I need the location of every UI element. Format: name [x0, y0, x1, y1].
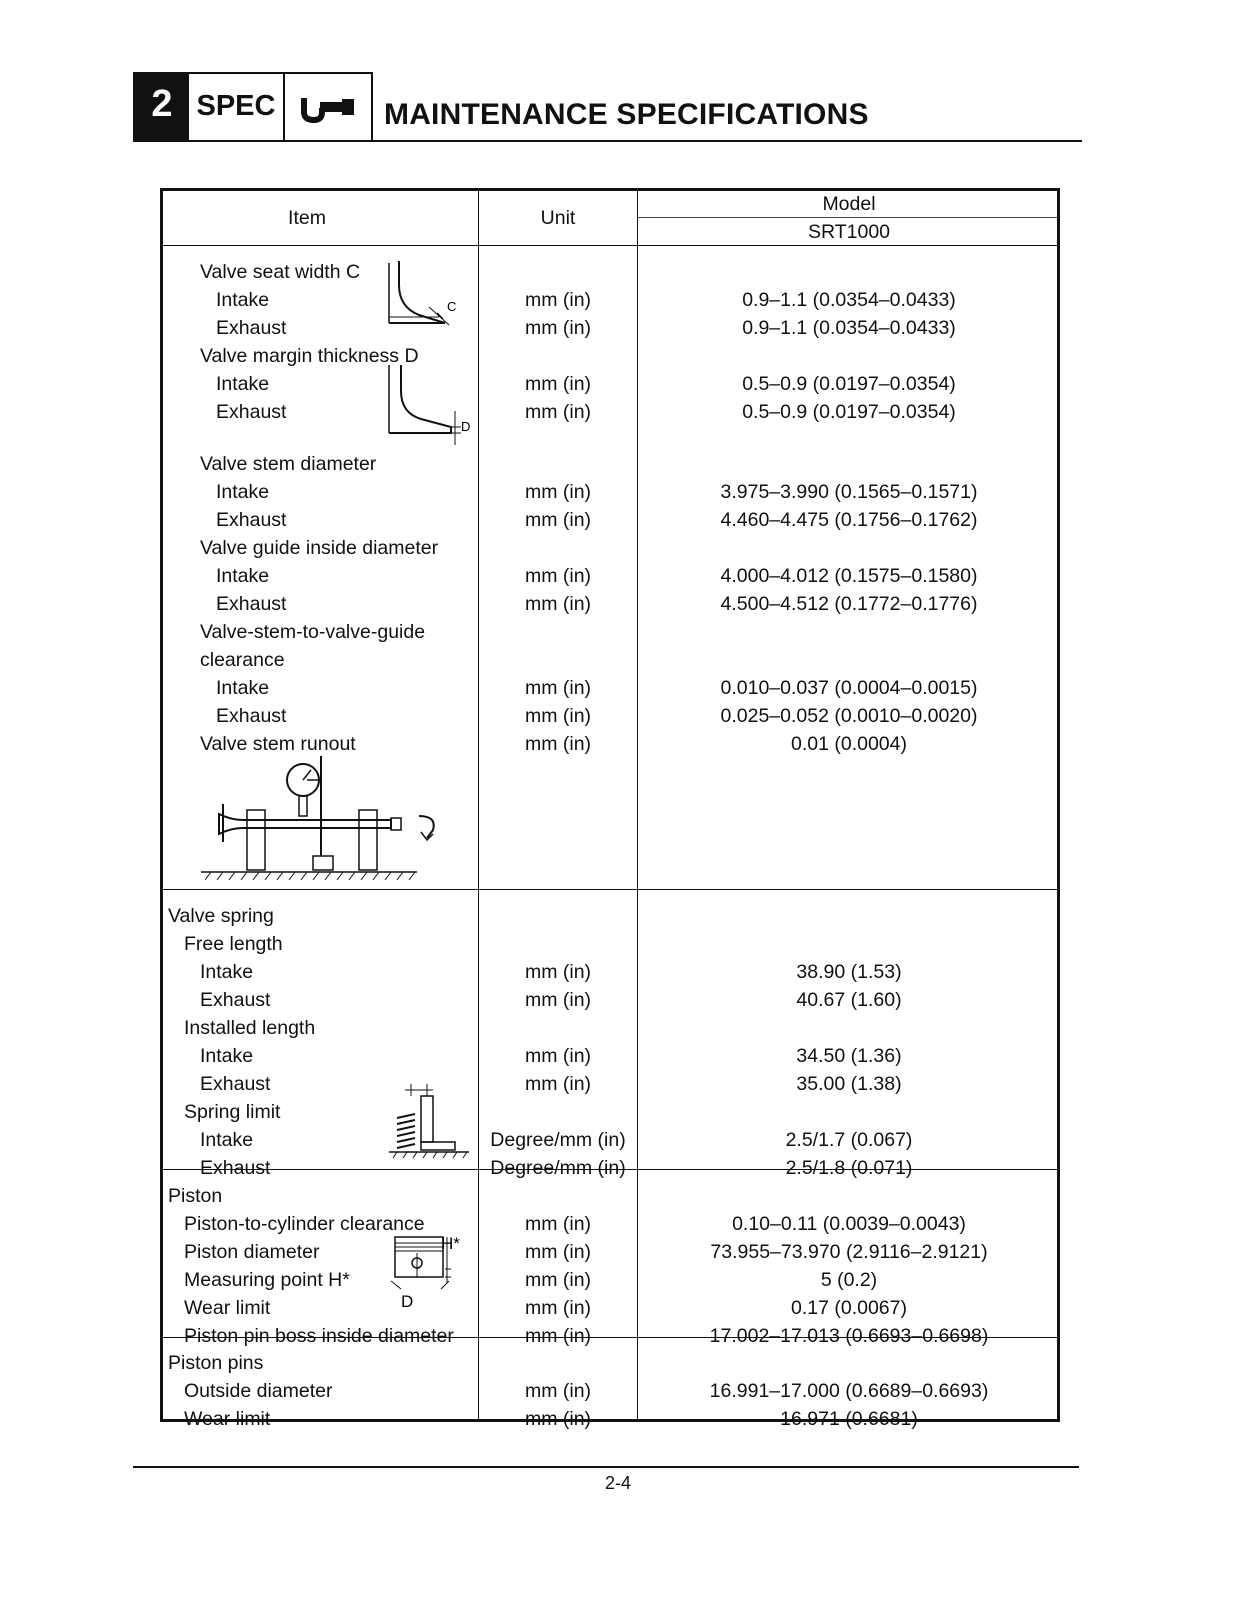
row-value: 0.01 (0.0004) — [790, 733, 908, 755]
piston-figure — [379, 1227, 471, 1311]
row-label: Valve stem diameter — [200, 453, 377, 475]
row-unit: mm (in) — [524, 373, 592, 395]
piston-diameter-label: D — [401, 1292, 414, 1311]
row-unit: mm (in) — [524, 961, 592, 983]
row-label: Intake — [216, 565, 270, 587]
valve-runout-figure — [201, 746, 451, 881]
row-label: Free length — [184, 933, 283, 955]
row-label: Valve spring — [168, 905, 274, 927]
row-unit: Degree/mm (in) — [490, 1157, 626, 1179]
row-value: 35.00 (1.38) — [796, 1073, 902, 1095]
row-value: 3.975–3.990 (0.1565–0.1571) — [720, 481, 978, 503]
row-unit: mm (in) — [524, 677, 592, 699]
row-unit: mm (in) — [524, 401, 592, 423]
row-label: Exhaust — [216, 401, 287, 423]
row-value: 0.5–0.9 (0.0197–0.0354) — [742, 401, 956, 423]
row-unit: Degree/mm (in) — [490, 1129, 626, 1151]
page-title: MAINTENANCE SPECIFICATIONS — [384, 98, 869, 131]
section-divider-spring — [163, 889, 1057, 890]
row-value: 34.50 (1.36) — [796, 1045, 902, 1067]
row-value: 73.955–73.970 (2.9116–2.9121) — [710, 1241, 988, 1263]
row-unit: mm (in) — [524, 1408, 592, 1430]
row-value: 5 (0.2) — [820, 1269, 878, 1291]
row-unit: mm (in) — [524, 1241, 592, 1263]
row-label: clearance — [200, 649, 285, 671]
model-header-divider — [637, 217, 1057, 218]
row-value: 0.9–1.1 (0.0354–0.0433) — [742, 317, 956, 339]
row-value: 0.17 (0.0067) — [790, 1297, 908, 1319]
row-unit: mm (in) — [524, 1269, 592, 1291]
row-label: Valve seat width C — [200, 261, 361, 283]
row-label: Valve margin thickness D — [200, 345, 419, 367]
row-label: Intake — [200, 1129, 254, 1151]
row-value: 0.010–0.037 (0.0004–0.0015) — [720, 677, 978, 699]
row-label: Outside diameter — [184, 1380, 333, 1402]
row-value: 17.002–17.013 (0.6693–0.6698) — [709, 1325, 989, 1347]
row-label: Wear limit — [184, 1408, 271, 1430]
row-unit: mm (in) — [524, 1325, 592, 1347]
valve-margin-figure — [385, 361, 475, 447]
row-label: Valve-stem-to-valve-guide — [200, 621, 426, 643]
row-unit: mm (in) — [524, 1045, 592, 1067]
row-label: Intake — [200, 1045, 254, 1067]
row-unit: mm (in) — [524, 565, 592, 587]
row-unit: mm (in) — [524, 593, 592, 615]
row-unit: mm (in) — [524, 317, 592, 339]
row-value: 0.025–0.052 (0.0010–0.0020) — [720, 705, 978, 727]
spring-limit-figure — [385, 1084, 471, 1164]
row-unit: mm (in) — [524, 989, 592, 1011]
column-divider-item — [478, 191, 479, 1419]
row-label: Exhaust — [200, 989, 271, 1011]
row-label: Piston — [168, 1185, 223, 1207]
title-rule — [370, 140, 1082, 142]
row-label: Intake — [216, 373, 270, 395]
column-header-unit: Unit — [540, 207, 576, 229]
row-label: Intake — [216, 481, 270, 503]
row-label: Measuring point H* — [184, 1269, 350, 1291]
row-label: Piston-to-cylinder clearance — [184, 1213, 425, 1235]
row-unit: mm (in) — [524, 1380, 592, 1402]
row-label: Exhaust — [200, 1073, 271, 1095]
section-tab-label: SPEC — [189, 74, 285, 140]
row-value: 0.5–0.9 (0.0197–0.0354) — [742, 373, 956, 395]
row-value: 4.000–4.012 (0.1575–0.1580) — [720, 565, 978, 587]
row-unit: mm (in) — [524, 509, 592, 531]
row-value: 40.67 (1.60) — [796, 989, 902, 1011]
row-value: 0.9–1.1 (0.0354–0.0433) — [742, 289, 956, 311]
row-unit: mm (in) — [524, 1297, 592, 1319]
column-header-model: Model — [822, 193, 876, 215]
row-label: Piston diameter — [184, 1241, 320, 1263]
row-label: Exhaust — [216, 705, 287, 727]
piston-height-label: H* — [441, 1234, 460, 1253]
row-label: Wear limit — [184, 1297, 271, 1319]
row-label: Installed length — [184, 1017, 316, 1039]
row-label: Piston pins — [168, 1352, 264, 1374]
row-unit: mm (in) — [524, 1073, 592, 1095]
micrometer-icon — [285, 74, 371, 140]
row-label: Intake — [200, 961, 254, 983]
chapter-number: 2 — [135, 74, 189, 140]
row-label: Exhaust — [216, 593, 287, 615]
row-value: 16.991–17.000 (0.6689–0.6693) — [709, 1380, 989, 1402]
row-unit: mm (in) — [524, 1213, 592, 1235]
row-value: 2.5/1.8 (0.071) — [785, 1157, 913, 1179]
footer-rule — [133, 1466, 1079, 1468]
spec-table — [160, 188, 1060, 1430]
column-header-item: Item — [288, 207, 326, 229]
column-divider-unit — [637, 191, 638, 1419]
row-label: Piston pin boss inside diameter — [184, 1325, 454, 1347]
row-label: Valve stem runout — [200, 733, 356, 755]
page-number: 2-4 — [604, 1473, 631, 1493]
section-tab — [133, 72, 373, 142]
row-value: 2.5/1.7 (0.067) — [785, 1129, 913, 1151]
row-value: 38.90 (1.53) — [796, 961, 902, 983]
row-unit: mm (in) — [524, 481, 592, 503]
row-label: Exhaust — [216, 317, 287, 339]
row-unit: mm (in) — [524, 289, 592, 311]
row-label: Intake — [216, 289, 270, 311]
row-unit: mm (in) — [524, 733, 592, 755]
row-unit: mm (in) — [524, 705, 592, 727]
margin-thickness-label: D — [461, 419, 471, 434]
row-label: Spring limit — [184, 1101, 281, 1123]
seat-width-label: C — [447, 299, 457, 314]
model-name: SRT1000 — [807, 221, 891, 243]
header-rule — [133, 140, 371, 142]
row-value: 0.10–0.11 (0.0039–0.0043) — [732, 1213, 966, 1235]
header-rule-row — [163, 245, 1057, 246]
row-value: 4.460–4.475 (0.1756–0.1762) — [720, 509, 978, 531]
row-label: Exhaust — [200, 1157, 271, 1179]
row-value: 16.971 (0.6681) — [780, 1408, 918, 1430]
row-label: Exhaust — [216, 509, 287, 531]
row-value: 4.500–4.512 (0.1772–0.1776) — [720, 593, 978, 615]
valve-seat-width-figure — [385, 259, 465, 331]
row-label: Valve guide inside diameter — [200, 537, 439, 559]
row-label: Intake — [216, 677, 270, 699]
